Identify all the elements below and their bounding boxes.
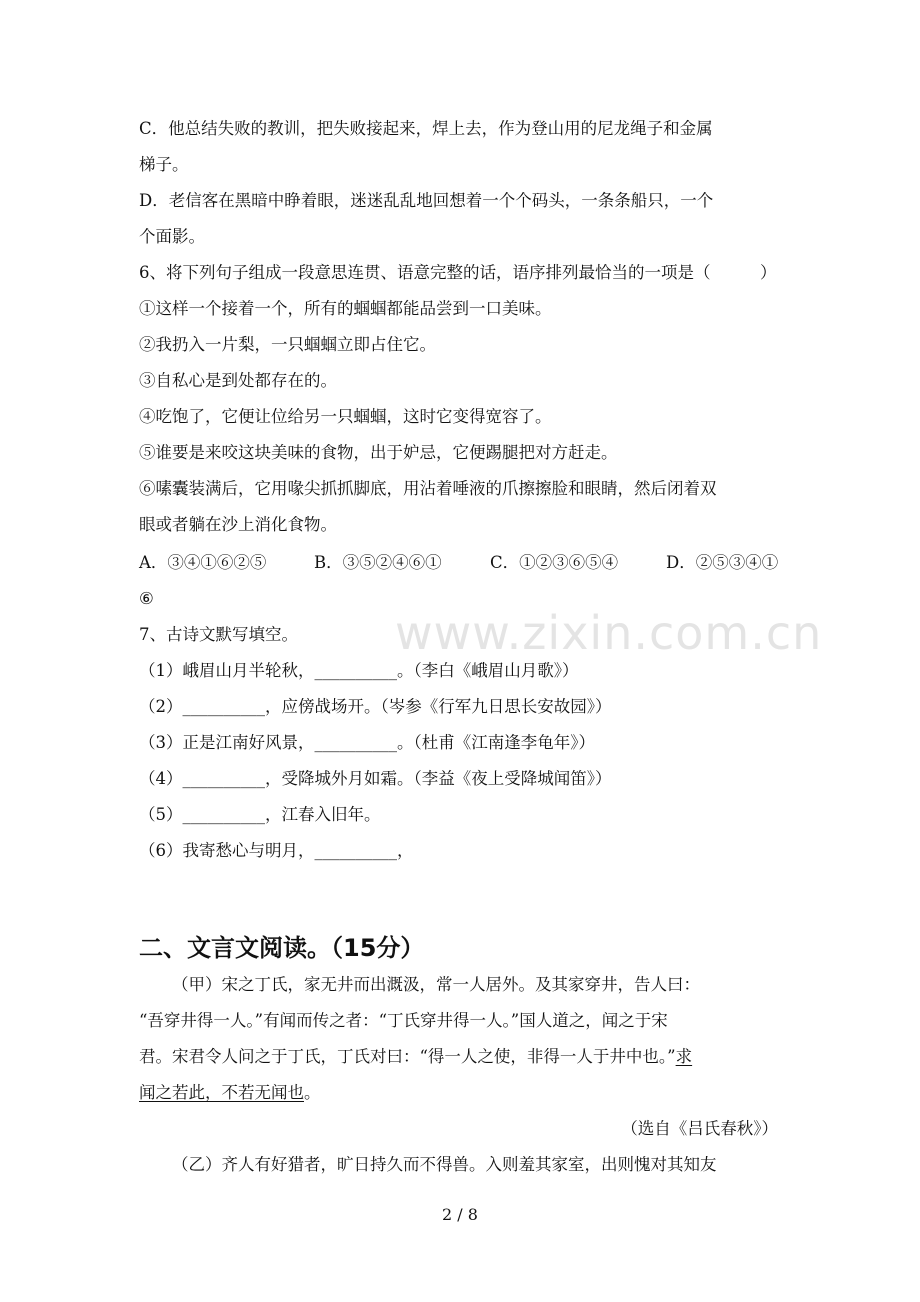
underlined-sentence-start: 求 (675, 1047, 693, 1066)
q7-item-1: （1）峨眉山月半轮秋，__________。（李白《峨眉山月歌》） (139, 661, 579, 680)
q6-sentence-5: ⑤谁要是来咬这块美味的食物，出于妒忌，它便踢腿把对方赶走。 (139, 443, 618, 462)
passage-a-line1: （甲）宋之丁氏，家无井而出溉汲，常一人居外。及其家穿井，告人曰： (172, 975, 700, 994)
q7-item-4: （4）__________，受降城外月如霜。（李益《夜上受降城闻笛》） (139, 769, 612, 788)
q6-sentence-6-line2: 眼或者躺在沙上消化食物。 (139, 515, 337, 534)
q6-stem: 6、将下列句子组成一段意思连贯、语意完整的话，语序排列最恰当的一项是（ ） (139, 263, 777, 282)
passage-a-line4-punct: 。 (304, 1083, 321, 1102)
q6-option-d: D．②⑤③④① (666, 553, 779, 572)
q6-sentence-2: ②我扔入一片梨，一只蝈蝈立即占住它。 (139, 335, 436, 354)
passage-a-line3 (139, 1046, 692, 1068)
passage-a-source: （选自《吕氏春秋》） (621, 1119, 778, 1138)
passage-b-line1: （乙）齐人有好猎者，旷日持久而不得兽。入则羞其家室，出则愧对其知友 (172, 1155, 717, 1174)
passage-a-line4 (139, 1082, 321, 1104)
q6-option-d-continued: ⑥ (139, 589, 154, 608)
underlined-sentence-end: 闻之若此，不若无闻也 (139, 1083, 304, 1102)
q6-option-b: B．③⑤②④⑥① (314, 553, 442, 572)
q6-sentence-6-line1: ⑥嗉囊装满后，它用喙尖抓抓脚底，用沾着唾液的爪擦擦脸和眼睛，然后闭着双 (139, 479, 717, 498)
q6-sentence-4: ④吃饱了，它便让位给另一只蝈蝈，这时它变得宽容了。 (139, 407, 552, 426)
q5-option-c-line1: C．他总结失败的教训，把失败接起来，焊上去，作为登山用的尼龙绳子和金属 (139, 119, 713, 138)
q7-item-6: （6）我寄愁心与明月，__________， (139, 841, 414, 860)
q5-option-d-line1: D．老信客在黑暗中睁着眼，迷迷乱乱地回想着一个个码头，一条条船只，一个 (139, 191, 714, 210)
section-heading: 二、文言文阅读。（15分） (139, 934, 425, 962)
q7-item-5: （5）__________，江春入旧年。 (139, 805, 381, 824)
page-number: 2 / 8 (442, 1205, 478, 1224)
q7-item-2: （2）__________，应傍战场开。（岑参《行军九日思长安故园》） (139, 697, 612, 716)
q5-option-d-line2: 个面影。 (139, 227, 205, 246)
q6-option-a: A．③④①⑥②⑤ (139, 553, 267, 572)
q7-item-3: （3）正是江南好风景，__________。（杜甫《江南逢李龟年》） (139, 733, 595, 752)
q6-sentence-1: ①这样一个接着一个，所有的蝈蝈都能品尝到一口美味。 (139, 299, 552, 318)
q6-sentence-3: ③自私心是到处都存在的。 (139, 371, 337, 390)
q5-option-c-line2: 梯子。 (139, 155, 189, 174)
passage-a-line2: “吾穿井得一人。”有闻而传之者：“丁氏穿井得一人。”国人道之，闻之于宋 (139, 1011, 668, 1030)
watermark: www.zixin.com.cn (395, 606, 823, 660)
q6-option-c: C．①②③⑥⑤④ (490, 553, 619, 572)
q7-stem: 7、古诗文默写填空。 (139, 625, 298, 644)
passage-a-line3-text: 君。宋君令人问之于丁氏，丁氏对曰：“得一人之使，非得一人于井中也。” (139, 1047, 676, 1066)
